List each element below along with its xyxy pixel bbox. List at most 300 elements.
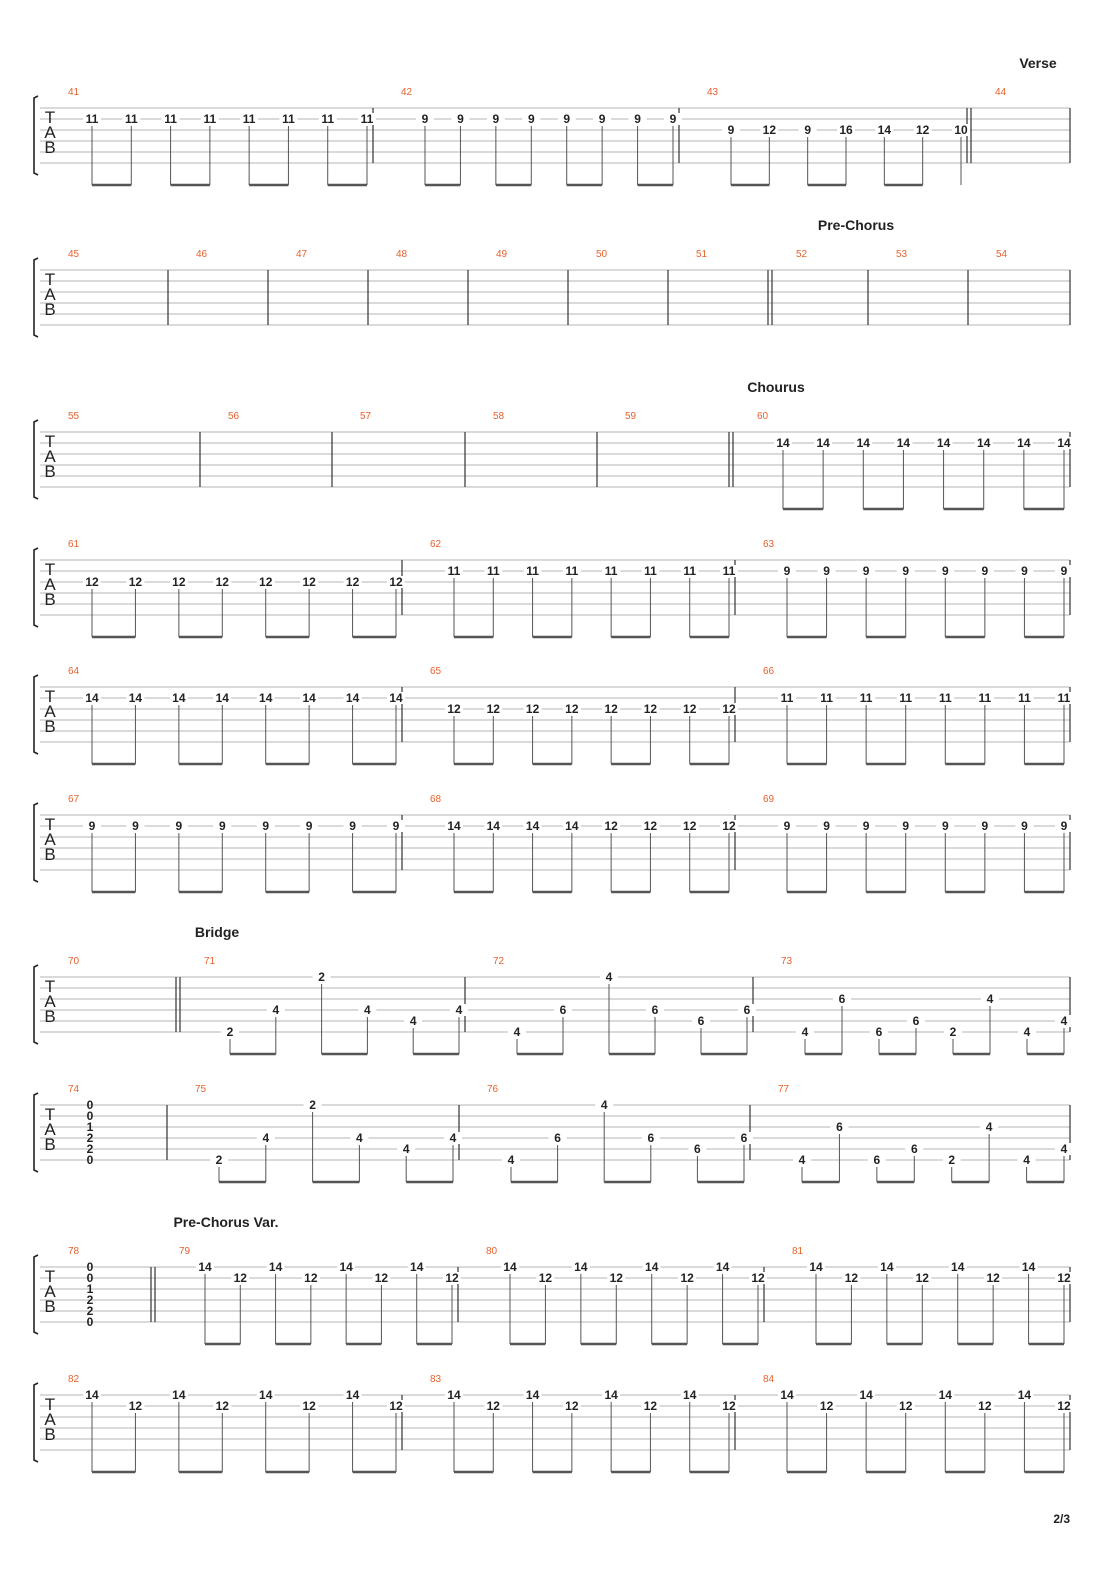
fret-number: 11 <box>899 691 913 705</box>
tab-clef-letter: B <box>44 845 56 864</box>
tab-clef-letter: T <box>44 687 56 706</box>
fret-number: 4 <box>600 1098 608 1112</box>
tab-clef-letter: B <box>44 1135 56 1154</box>
fret-number: 11 <box>820 691 833 705</box>
fret-number: 12 <box>604 702 618 716</box>
fret-number: 14 <box>896 436 911 450</box>
measure-number: 41 <box>68 87 80 98</box>
tab-clef-letter: B <box>44 138 56 157</box>
fret-number: 12 <box>302 1399 316 1413</box>
fret-number: 9 <box>392 819 400 833</box>
fret-number: 11 <box>1018 691 1031 705</box>
fret-number: 2 <box>318 970 325 984</box>
chord-fret: 2 <box>86 1131 94 1145</box>
fret-number: 2 <box>309 1098 316 1112</box>
fret-number: 4 <box>409 1014 417 1028</box>
section-label: Pre-Chorus Var. <box>173 1214 279 1230</box>
tab-clef-letter: T <box>44 270 56 289</box>
measure-number: 59 <box>625 411 637 422</box>
tab-system <box>34 1084 1073 1182</box>
section-label: Chourus <box>747 379 805 395</box>
fret-number: 14 <box>172 691 186 705</box>
fret-number: 9 <box>218 819 226 833</box>
fret-number: 4 <box>1023 1153 1030 1167</box>
fret-number: 12 <box>643 819 658 833</box>
fret-number: 9 <box>941 564 949 578</box>
fret-number: 14 <box>85 1388 99 1402</box>
measure-number: 69 <box>763 794 775 805</box>
fret-number: 9 <box>804 123 812 137</box>
measure-number: 52 <box>796 249 808 260</box>
fret-number: 6 <box>740 1131 748 1145</box>
measure-number: 51 <box>696 249 708 260</box>
chord-fret: 0 <box>86 1098 94 1112</box>
fret-number: 6 <box>559 1003 567 1017</box>
tab-clef-letter: B <box>44 590 56 609</box>
fret-number: 14 <box>525 1388 540 1402</box>
fret-number: 6 <box>875 1025 883 1039</box>
measure-number: 66 <box>763 666 775 677</box>
fret-number: 12 <box>128 1399 143 1413</box>
tab-system <box>34 539 1073 637</box>
fret-number: 2 <box>215 1153 223 1167</box>
fret-number: 12 <box>215 575 229 589</box>
fret-number: 9 <box>305 819 313 833</box>
fret-number: 12 <box>233 1271 247 1285</box>
system-bracket <box>34 965 38 1044</box>
fret-number: 9 <box>669 112 677 126</box>
tab-clef-letter: A <box>44 285 56 304</box>
fret-number: 14 <box>1021 1260 1036 1274</box>
fret-number: 12 <box>565 1399 579 1413</box>
chord-fret: 2 <box>86 1293 94 1307</box>
fret-number: 4 <box>986 992 994 1006</box>
tab-clef-letter: A <box>44 702 56 721</box>
fret-number: 12 <box>978 1399 992 1413</box>
fret-number: 9 <box>727 123 735 137</box>
tab-clef-letter: T <box>44 1395 56 1414</box>
tab-system <box>34 1246 1073 1344</box>
tab-clef-letter: B <box>44 462 56 481</box>
measure-number: 68 <box>430 794 442 805</box>
measure-number: 71 <box>204 956 216 967</box>
fret-number: 9 <box>1060 819 1068 833</box>
fret-number: 14 <box>259 691 273 705</box>
fret-number: 11 <box>780 691 794 705</box>
fret-number: 14 <box>776 436 790 450</box>
measure-number: 46 <box>196 249 208 260</box>
system-bracket <box>34 1255 38 1334</box>
fret-number: 2 <box>949 1025 957 1039</box>
fret-number: 12 <box>722 819 736 833</box>
fret-number: 9 <box>262 819 270 833</box>
fret-number: 12 <box>389 1399 403 1413</box>
measure-number: 44 <box>995 87 1007 98</box>
system-bracket <box>34 1093 38 1172</box>
fret-number: 14 <box>859 1388 873 1402</box>
tab-clef-letter: A <box>44 123 56 142</box>
fret-number: 6 <box>873 1153 881 1167</box>
system-bracket <box>34 675 38 754</box>
fret-number: 11 <box>124 112 138 126</box>
measure-number: 63 <box>763 539 775 550</box>
tab-clef-letter: A <box>44 1120 56 1139</box>
fret-number: 11 <box>486 564 500 578</box>
fret-number: 14 <box>345 691 360 705</box>
fret-number: 14 <box>645 1260 659 1274</box>
tab-system <box>34 794 1073 892</box>
tab-system <box>34 87 1070 185</box>
chord-fret: 2 <box>86 1304 94 1318</box>
fret-number: 4 <box>985 1120 993 1134</box>
measure-number: 53 <box>896 249 908 260</box>
measure-number: 77 <box>778 1084 790 1095</box>
measure-number: 47 <box>296 249 308 260</box>
fret-number: 6 <box>912 1014 920 1028</box>
fret-number: 12 <box>722 702 736 716</box>
fret-number: 12 <box>680 1271 694 1285</box>
fret-number: 12 <box>683 819 697 833</box>
fret-number: 9 <box>457 112 464 126</box>
fret-number: 14 <box>302 691 316 705</box>
fret-number: 9 <box>132 819 139 833</box>
fret-number: 4 <box>513 1025 521 1039</box>
fret-number: 6 <box>836 1120 843 1134</box>
fret-number: 12 <box>525 702 540 716</box>
fret-number: 12 <box>302 575 316 589</box>
tab-clef-letter: T <box>44 977 56 996</box>
fret-number: 12 <box>374 1271 389 1285</box>
fret-number: 9 <box>823 819 830 833</box>
fret-number: 14 <box>268 1260 283 1274</box>
fret-number: 6 <box>694 1142 701 1156</box>
fret-number: 11 <box>85 112 99 126</box>
tab-clef-letter: A <box>44 992 56 1011</box>
system-bracket <box>34 548 38 627</box>
tab-clef-letter: A <box>44 575 56 594</box>
measure-number: 76 <box>487 1084 499 1095</box>
fret-number: 14 <box>780 1388 794 1402</box>
tab-clef-letter: T <box>44 108 56 127</box>
tab-system <box>34 956 1073 1054</box>
fret-number: 12 <box>1057 1399 1071 1413</box>
system-bracket <box>34 1383 38 1462</box>
fret-number: 14 <box>574 1260 588 1274</box>
measure-number: 54 <box>996 249 1008 260</box>
measure-number: 81 <box>792 1246 804 1257</box>
page-indicator: 2/3 <box>1053 1512 1070 1526</box>
section-label: Bridge <box>194 924 240 940</box>
measure-number: 43 <box>707 87 719 98</box>
fret-number: 4 <box>272 1003 280 1017</box>
fret-number: 2 <box>226 1025 234 1039</box>
fret-number: 11 <box>203 112 217 126</box>
fret-number: 14 <box>604 1388 618 1402</box>
fret-number: 4 <box>1023 1025 1031 1039</box>
fret-number: 6 <box>743 1003 751 1017</box>
tab-clef-letter: T <box>44 432 56 451</box>
chord-fret: 0 <box>86 1315 94 1329</box>
fret-number: 9 <box>902 819 910 833</box>
fret-number: 11 <box>164 112 177 126</box>
fret-number: 12 <box>447 702 461 716</box>
fret-number: 9 <box>823 564 830 578</box>
chord-fret: 0 <box>86 1153 94 1167</box>
tab-clef-letter: T <box>44 1105 56 1124</box>
fret-number: 6 <box>838 992 846 1006</box>
fret-number: 9 <box>634 112 641 126</box>
system-bracket <box>34 420 38 499</box>
measure-number: 45 <box>68 249 80 260</box>
fret-number: 9 <box>492 112 500 126</box>
fret-number: 11 <box>978 691 992 705</box>
chord-fret: 1 <box>86 1282 94 1296</box>
tab-system <box>34 666 1073 764</box>
chord-fret: 1 <box>86 1120 94 1134</box>
measure-number: 72 <box>493 956 505 967</box>
fret-number: 9 <box>981 564 989 578</box>
fret-number: 6 <box>647 1131 655 1145</box>
measure-number: 61 <box>68 539 80 550</box>
fret-number: 14 <box>486 819 500 833</box>
fret-number: 12 <box>986 1271 1000 1285</box>
tab-clef-letter: T <box>44 560 56 579</box>
tab-system <box>34 411 1073 509</box>
tab-clef-letter: T <box>44 1267 56 1286</box>
fret-number: 12 <box>259 575 273 589</box>
fret-number: 12 <box>538 1271 553 1285</box>
fret-number: 14 <box>951 1260 965 1274</box>
measure-number: 83 <box>430 1374 442 1385</box>
fret-number: 9 <box>1060 564 1068 578</box>
measure-number: 74 <box>68 1084 80 1095</box>
fret-number: 9 <box>862 564 870 578</box>
fret-number: 12 <box>389 575 403 589</box>
fret-number: 11 <box>683 564 697 578</box>
measure-number: 56 <box>228 411 240 422</box>
measure-number: 62 <box>430 539 442 550</box>
fret-number: 14 <box>447 1388 461 1402</box>
fret-number: 16 <box>839 123 853 137</box>
fret-number: 14 <box>809 1260 823 1274</box>
fret-number: 12 <box>445 1271 459 1285</box>
section-label: Pre-Chorus <box>817 217 895 233</box>
measure-number: 55 <box>68 411 80 422</box>
measure-number: 79 <box>179 1246 191 1257</box>
fret-number: 14 <box>215 691 229 705</box>
system-bracket <box>34 258 38 337</box>
fret-number: 12 <box>683 702 697 716</box>
tab-clef-letter: B <box>44 1425 56 1444</box>
fret-number: 11 <box>938 691 952 705</box>
fret-number: 14 <box>525 819 540 833</box>
fret-number: 9 <box>902 564 910 578</box>
fret-number: 12 <box>486 702 500 716</box>
measure-number: 64 <box>68 666 80 677</box>
fret-number: 14 <box>856 436 870 450</box>
fret-number: 12 <box>345 575 360 589</box>
fret-number: 4 <box>798 1153 806 1167</box>
fret-number: 9 <box>783 819 791 833</box>
fret-number: 4 <box>1060 1014 1068 1028</box>
fret-number: 12 <box>172 575 186 589</box>
fret-number: 14 <box>936 436 951 450</box>
fret-number: 12 <box>762 123 777 137</box>
tab-clef-letter: B <box>44 300 56 319</box>
fret-number: 4 <box>449 1131 457 1145</box>
measure-number: 75 <box>195 1084 207 1095</box>
system-bracket <box>34 803 38 882</box>
fret-number: 11 <box>360 112 374 126</box>
chord-fret: 0 <box>86 1109 94 1123</box>
fret-number: 14 <box>128 691 143 705</box>
fret-number: 4 <box>507 1153 515 1167</box>
fret-number: 14 <box>339 1260 353 1274</box>
chord-fret: 2 <box>86 1142 94 1156</box>
fret-number: 12 <box>85 575 99 589</box>
fret-number: 9 <box>349 819 356 833</box>
fret-number: 9 <box>862 819 870 833</box>
fret-number: 6 <box>651 1003 659 1017</box>
fret-number: 9 <box>527 112 535 126</box>
fret-number: 14 <box>1017 1388 1032 1402</box>
fret-number: 12 <box>215 1399 229 1413</box>
measure-number: 84 <box>763 1374 775 1385</box>
fret-number: 11 <box>526 564 539 578</box>
fret-number: 4 <box>364 1003 371 1017</box>
fret-number: 14 <box>410 1260 424 1274</box>
fret-number: 4 <box>356 1131 363 1145</box>
fret-number: 14 <box>977 436 991 450</box>
fret-number: 14 <box>345 1388 360 1402</box>
fret-number: 12 <box>604 819 618 833</box>
measure-number: 57 <box>360 411 372 422</box>
fret-number: 4 <box>801 1025 809 1039</box>
section-label: Verse <box>1019 55 1057 71</box>
measure-number: 73 <box>781 956 793 967</box>
tab-clef-letter: B <box>44 1297 56 1316</box>
system-bracket <box>34 96 38 175</box>
fret-number: 6 <box>554 1131 561 1145</box>
fret-number: 14 <box>503 1260 517 1274</box>
fret-number: 12 <box>643 702 658 716</box>
measure-number: 67 <box>68 794 80 805</box>
fret-number: 14 <box>877 123 892 137</box>
fret-number: 12 <box>899 1399 913 1413</box>
fret-number: 9 <box>941 819 949 833</box>
tab-clef-letter: A <box>44 447 56 466</box>
fret-number: 12 <box>304 1271 318 1285</box>
measure-number: 42 <box>401 87 413 98</box>
fret-number: 12 <box>819 1399 834 1413</box>
fret-number: 12 <box>915 123 930 137</box>
fret-number: 11 <box>604 564 618 578</box>
fret-number: 4 <box>605 970 613 984</box>
fret-number: 10 <box>954 123 968 137</box>
fret-number: 12 <box>1057 1271 1071 1285</box>
tab-clef-letter: B <box>44 717 56 736</box>
measure-number: 82 <box>68 1374 80 1385</box>
fret-number: 9 <box>421 112 429 126</box>
fret-number: 14 <box>198 1260 212 1274</box>
measure-number: 80 <box>486 1246 498 1257</box>
chord-fret: 0 <box>86 1260 94 1274</box>
fret-number: 9 <box>598 112 606 126</box>
chord-fret: 0 <box>86 1271 94 1285</box>
tab-clef-letter: A <box>44 1410 56 1429</box>
measure-number: 50 <box>596 249 608 260</box>
fret-number: 14 <box>938 1388 952 1402</box>
fret-number: 4 <box>1060 1142 1068 1156</box>
fret-number: 14 <box>85 691 99 705</box>
fret-number: 14 <box>1057 436 1071 450</box>
measure-number: 78 <box>68 1246 80 1257</box>
fret-number: 14 <box>880 1260 894 1274</box>
fret-number: 14 <box>172 1388 186 1402</box>
fret-number: 9 <box>563 112 571 126</box>
fret-number: 12 <box>844 1271 859 1285</box>
fret-number: 11 <box>282 112 295 126</box>
fret-number: 11 <box>321 112 335 126</box>
tab-clef-letter: T <box>44 815 56 834</box>
fret-number: 14 <box>683 1388 697 1402</box>
measure-number: 60 <box>757 411 769 422</box>
fret-number: 14 <box>565 819 579 833</box>
fret-number: 12 <box>128 575 143 589</box>
fret-number: 12 <box>722 1399 736 1413</box>
fret-number: 11 <box>644 564 657 578</box>
measure-number: 58 <box>493 411 505 422</box>
fret-number: 6 <box>697 1014 705 1028</box>
measure-number: 49 <box>496 249 508 260</box>
fret-number: 12 <box>609 1271 623 1285</box>
fret-number: 12 <box>486 1399 500 1413</box>
fret-number: 9 <box>88 819 96 833</box>
tab-clef-letter: A <box>44 830 56 849</box>
measure-number: 48 <box>396 249 408 260</box>
measure-number: 65 <box>430 666 442 677</box>
fret-number: 14 <box>447 819 461 833</box>
fret-number: 11 <box>722 564 736 578</box>
fret-number: 11 <box>565 564 579 578</box>
fret-number: 12 <box>751 1271 765 1285</box>
fret-number: 9 <box>175 819 183 833</box>
measure-number: 70 <box>68 956 80 967</box>
fret-number: 4 <box>262 1131 270 1145</box>
fret-number: 11 <box>242 112 256 126</box>
fret-number: 6 <box>910 1142 918 1156</box>
tab-clef-letter: A <box>44 1282 56 1301</box>
fret-number: 12 <box>643 1399 658 1413</box>
fret-number: 9 <box>1021 819 1028 833</box>
fret-number: 12 <box>915 1271 929 1285</box>
fret-number: 9 <box>1021 564 1028 578</box>
fret-number: 14 <box>259 1388 273 1402</box>
fret-number: 11 <box>1057 691 1071 705</box>
fret-number: 4 <box>402 1142 410 1156</box>
fret-number: 11 <box>859 691 873 705</box>
fret-number: 12 <box>565 702 579 716</box>
fret-number: 2 <box>948 1153 956 1167</box>
fret-number: 11 <box>447 564 461 578</box>
fret-number: 4 <box>455 1003 463 1017</box>
fret-number: 14 <box>389 691 403 705</box>
tab-system <box>34 249 1070 337</box>
fret-number: 9 <box>981 819 989 833</box>
tab-system <box>34 1374 1073 1472</box>
tab-clef-letter: B <box>44 1007 56 1026</box>
fret-number: 14 <box>816 436 830 450</box>
